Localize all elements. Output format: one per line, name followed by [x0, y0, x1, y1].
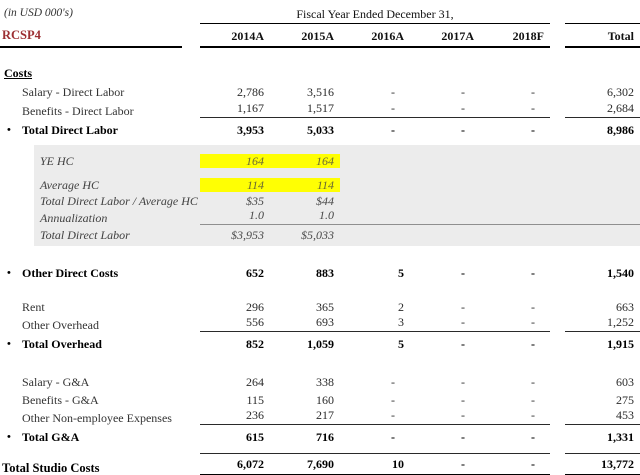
total-value-cell: 275 [616, 392, 634, 407]
year-column-header: 2018F [480, 29, 550, 48]
value-cell [480, 337, 550, 351]
empty-value-dash: - [461, 84, 465, 99]
row-label [0, 337, 200, 351]
value-cell: 3,516 [307, 84, 334, 99]
value-cell [340, 123, 410, 137]
column-gap [550, 208, 565, 225]
empty-value-dash: - [531, 457, 535, 471]
table-row-grand [0, 453, 640, 475]
value-cell: 556 [200, 315, 270, 332]
row-label-text: Total Studio Costs [2, 461, 100, 475]
value-cell: 716 [316, 429, 334, 444]
headcount-analysis-block [34, 145, 640, 246]
value-cell [340, 430, 410, 444]
value-cell [340, 85, 410, 99]
value-cell: 115 [246, 392, 264, 407]
value-cell [340, 101, 410, 118]
table-row-item [0, 371, 640, 389]
value-cell: $5,033 [301, 227, 334, 242]
table-row-item [0, 389, 640, 407]
value-cell: 296 [246, 299, 264, 314]
value-cell [480, 101, 550, 118]
total-value-cell: 603 [616, 374, 634, 389]
table-row-item [0, 99, 640, 118]
empty-value-dash: - [531, 299, 535, 314]
year-column-header: 2015A [270, 29, 340, 48]
value-cell: 1,167 [200, 101, 270, 118]
value-cell [480, 123, 550, 137]
row-label [0, 300, 200, 314]
empty-value-dash: - [391, 392, 395, 407]
table-row-total [0, 332, 640, 351]
total-value-cell: 8,986 [607, 122, 634, 137]
empty-value-dash: - [461, 336, 465, 351]
row-label-text: Total Direct Labor [22, 122, 118, 137]
value-cell: 3 [340, 315, 410, 332]
empty-value-dash: - [391, 122, 395, 137]
row-label [0, 411, 200, 425]
value-cell: 652 [246, 265, 264, 280]
empty-value-dash: - [461, 457, 465, 471]
total-column-topline [565, 4, 640, 24]
value-cell: 164 [200, 154, 270, 168]
year-column-header: 2014A [200, 29, 270, 48]
empty-value-dash: - [391, 374, 395, 389]
row-label [34, 228, 200, 242]
row-label-text: Costs [4, 65, 33, 80]
total-value-cell: 663 [616, 299, 634, 314]
units-label: (in USD 000's) [4, 7, 73, 20]
value-cell: 160 [316, 392, 334, 407]
empty-value-dash: - [391, 407, 395, 422]
value-cell: 338 [316, 374, 334, 389]
empty-value-dash: - [391, 100, 395, 115]
value-cell: 1,517 [270, 101, 340, 118]
row-label-text: Total Direct Labor [40, 227, 130, 242]
row-label [0, 66, 200, 80]
value-cell: 264 [246, 374, 264, 389]
value-cell [340, 393, 410, 407]
empty-value-dash: - [461, 122, 465, 137]
row-label-text: Annualization [40, 211, 108, 225]
entity-code: RCSP4 [0, 28, 182, 48]
empty-value-dash: - [461, 265, 465, 280]
table-row-item [0, 407, 640, 425]
empty-value-dash: - [531, 336, 535, 351]
empty-value-dash: - [461, 392, 465, 407]
row-label [34, 194, 200, 208]
row-label [0, 461, 200, 475]
table-row-hc [34, 208, 640, 224]
row-label-text: Other Direct Costs [22, 265, 119, 280]
row-label-text: Total Overhead [22, 336, 102, 351]
value-cell: 1,059 [307, 336, 334, 351]
row-label-text: YE HC [40, 153, 74, 168]
row-label-text: Benefits - G&A [22, 392, 99, 407]
row-label [0, 375, 200, 389]
value-cell [480, 315, 550, 332]
row-label [0, 430, 200, 444]
total-value-cell: 453 [565, 408, 640, 425]
value-cell [410, 393, 480, 407]
value-cell: 217 [270, 408, 340, 425]
value-cell: 2,786 [237, 84, 264, 99]
value-cell [410, 430, 480, 444]
row-label [34, 154, 200, 168]
value-cell: 6,072 [200, 453, 270, 475]
total-column-header: Total [565, 29, 640, 48]
table-row-hc [34, 173, 640, 192]
row-label-text: Average HC [40, 177, 99, 192]
empty-value-dash: - [531, 374, 535, 389]
value-cell [480, 208, 550, 225]
value-cell: 164 [270, 154, 340, 168]
cost-table-body [0, 62, 640, 475]
value-cell [340, 408, 410, 425]
table-row-item [0, 314, 640, 332]
value-cell [410, 337, 480, 351]
row-label-text: Other Overhead [22, 317, 99, 332]
table-row-section [0, 62, 640, 80]
value-cell: $3,953 [231, 227, 264, 242]
empty-value-dash: - [461, 429, 465, 444]
total-value-cell [565, 208, 640, 225]
value-cell [410, 375, 480, 389]
value-cell: $44 [316, 193, 334, 208]
year-column-header: 2016A [340, 29, 410, 48]
value-cell: 883 [316, 265, 334, 280]
total-value-cell: 1,540 [607, 265, 634, 280]
value-cell [410, 208, 480, 225]
value-cell: 693 [270, 315, 340, 332]
value-cell: 5,033 [307, 122, 334, 137]
table-row-hc [34, 192, 640, 208]
row-label [0, 104, 200, 118]
empty-value-dash: - [461, 374, 465, 389]
table-row-hc [34, 224, 640, 242]
bullet-icon: • [7, 337, 11, 350]
value-cell: $35 [246, 193, 264, 208]
value-cell: 615 [246, 429, 264, 444]
value-cell [480, 85, 550, 99]
row-label-text: Salary - Direct Labor [22, 84, 125, 99]
table-row-item [0, 296, 640, 314]
bullet-icon: • [7, 430, 11, 443]
total-value-cell: 6,302 [607, 84, 634, 99]
value-cell: 114 [270, 178, 340, 192]
value-cell [480, 430, 550, 444]
table-row-hc [34, 149, 640, 168]
value-cell [410, 315, 480, 332]
empty-value-dash: - [531, 314, 535, 329]
empty-value-dash: - [461, 100, 465, 115]
row-label [0, 85, 200, 99]
value-cell [410, 266, 480, 280]
value-cell: 852 [246, 336, 264, 351]
value-cell [480, 266, 550, 280]
value-cell: 236 [200, 408, 270, 425]
empty-value-dash: - [531, 122, 535, 137]
value-cell [410, 123, 480, 137]
value-cell: 114 [200, 178, 270, 192]
row-label-text: Total G&A [22, 429, 80, 444]
value-cell: 365 [316, 299, 334, 314]
value-cell [480, 408, 550, 425]
row-label [0, 393, 200, 407]
fiscal-year-banner: Fiscal Year Ended December 31, [200, 7, 550, 24]
row-label [0, 123, 200, 137]
empty-value-dash: - [461, 299, 465, 314]
row-label [0, 318, 200, 332]
value-cell [410, 85, 480, 99]
value-cell [410, 101, 480, 118]
empty-value-dash: - [391, 84, 395, 99]
value-cell [340, 208, 410, 225]
value-cell [340, 375, 410, 389]
empty-value-dash: - [531, 429, 535, 444]
row-label [34, 178, 200, 192]
total-value-cell: 1,915 [607, 336, 634, 351]
row-label [0, 266, 200, 280]
empty-value-dash: - [531, 100, 535, 115]
header-row-units [0, 4, 640, 24]
row-label-text: Salary - G&A [22, 374, 90, 389]
value-cell [480, 300, 550, 314]
empty-value-dash: - [391, 429, 395, 444]
year-column-header: 2017A [410, 29, 480, 48]
row-label-text: Rent [22, 299, 45, 314]
row-label [34, 211, 200, 225]
value-cell: 1.0 [270, 208, 340, 225]
value-cell: 10 [340, 453, 410, 475]
empty-value-dash: - [531, 392, 535, 407]
value-cell [480, 393, 550, 407]
empty-value-dash: - [531, 265, 535, 280]
row-label-text: Other Non-employee Expenses [22, 410, 172, 425]
value-cell [410, 300, 480, 314]
table-row-item [0, 80, 640, 99]
value-cell: 5 [398, 336, 404, 351]
total-value-cell: 1,331 [607, 429, 634, 444]
total-value-cell: 2,684 [565, 101, 640, 118]
empty-value-dash: - [461, 407, 465, 422]
value-cell [410, 453, 480, 475]
empty-value-dash: - [461, 314, 465, 329]
table-row-total [0, 118, 640, 137]
row-label-text: Benefits - Direct Labor [22, 103, 134, 118]
value-cell [480, 375, 550, 389]
empty-value-dash: - [531, 84, 535, 99]
table-row-total [0, 425, 640, 444]
table-row-total [0, 262, 640, 280]
bullet-icon: • [7, 123, 11, 136]
value-cell: 2 [398, 299, 404, 314]
value-cell [480, 453, 550, 475]
total-value-cell: 13,772 [565, 453, 640, 475]
header-row-years [0, 24, 640, 48]
total-value-cell: 1,252 [565, 315, 640, 332]
row-label-text: Total Direct Labor / Average HC [40, 193, 198, 208]
empty-value-dash: - [531, 407, 535, 422]
value-cell [410, 408, 480, 425]
value-cell: 7,690 [270, 453, 340, 475]
value-cell: 3,953 [237, 122, 264, 137]
bullet-icon: • [7, 266, 11, 279]
value-cell: 1.0 [200, 208, 270, 225]
value-cell: 5 [398, 265, 404, 280]
